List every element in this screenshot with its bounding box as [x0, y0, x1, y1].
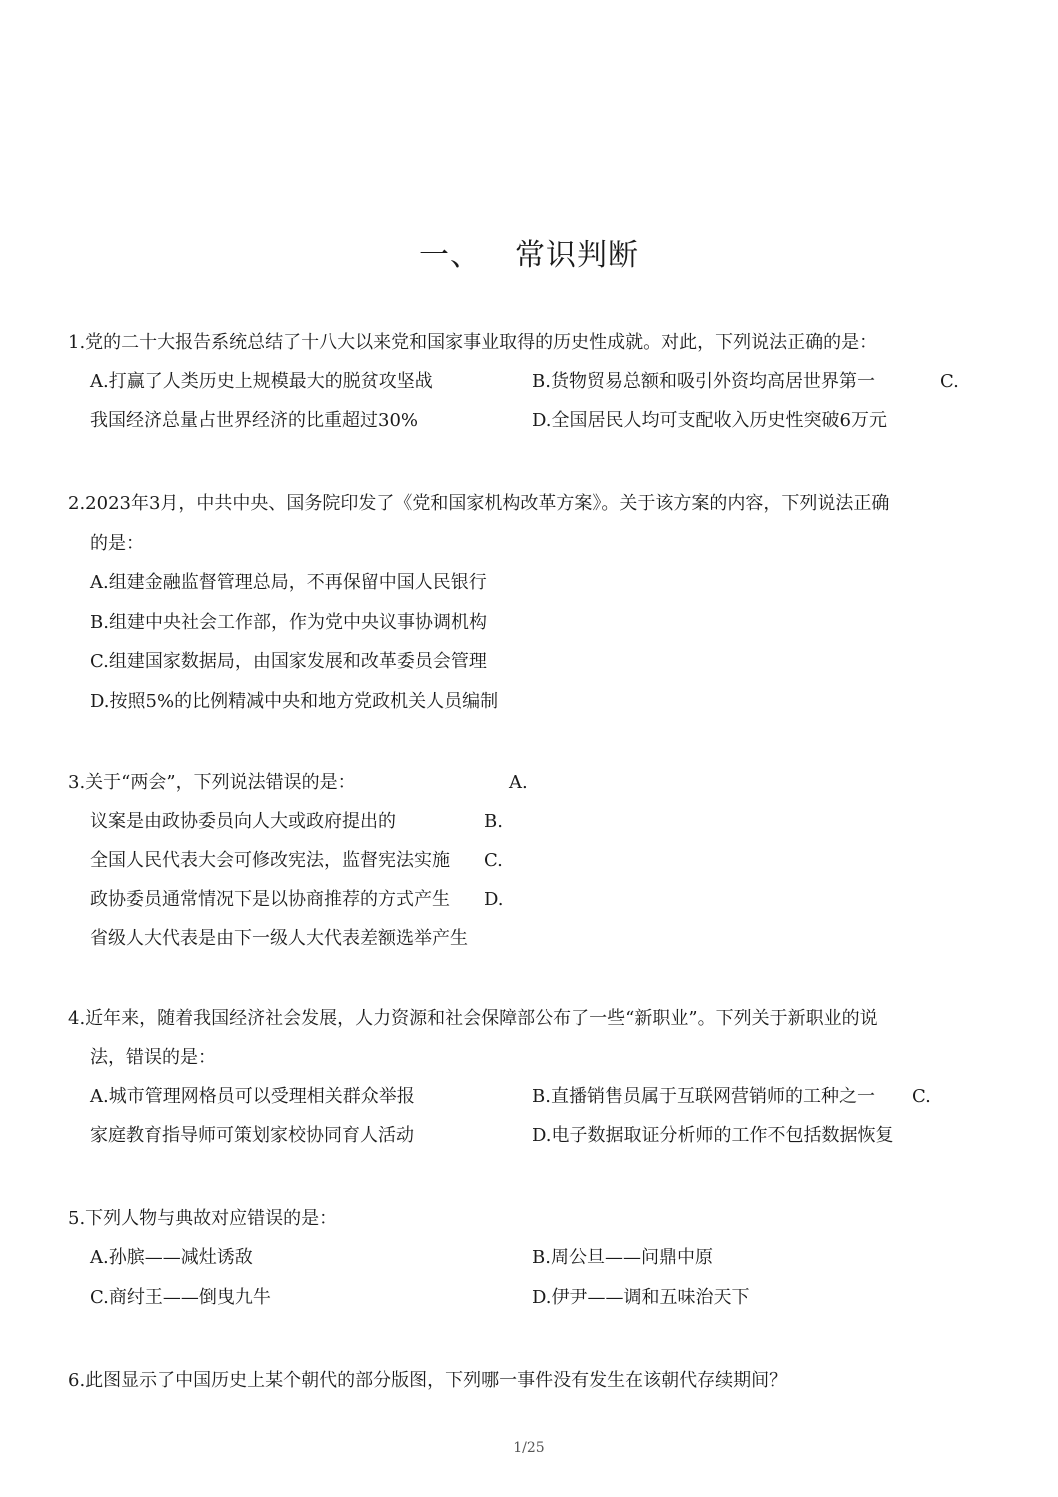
q2-stem-line2: 的是： — [90, 533, 144, 554]
q1-option-a: A.打赢了人类历史上规模最大的脱贫攻坚战 — [90, 371, 433, 392]
q3-option-c-text: 政协委员通常情况下是以协商推荐的方式产生 — [90, 889, 450, 910]
section-title: 常识判断 — [515, 238, 639, 273]
q3-option-b-label: B. — [484, 811, 503, 832]
q2-option-b: B.组建中央社会工作部，作为党中央议事协调机构 — [90, 612, 487, 633]
q3-option-a-label: A. — [509, 772, 528, 793]
q2-option-c: C.组建国家数据局，由国家发展和改革委员会管理 — [90, 651, 487, 672]
q5-option-d: D.伊尹——调和五味治天下 — [532, 1287, 750, 1308]
q5-option-b: B.周公旦——问鼎中原 — [532, 1247, 713, 1268]
q4-option-a: A.城市管理网格员可以受理相关群众举报 — [90, 1086, 415, 1107]
q2-stem-line1: 2.2023年3月，中共中央、国务院印发了《党和国家机构改革方案》。关于该方案的内容，下列说法正确 — [68, 493, 890, 514]
section-heading — [0, 230, 1058, 274]
q3-option-d-label: D. — [484, 889, 504, 910]
q3-option-b-text: 全国人民代表大会可修改宪法，监督宪法实施 — [90, 850, 450, 871]
q4-option-c-text: 家庭教育指导师可策划家校协同育人活动 — [90, 1125, 414, 1146]
q3-option-d-text: 省级人大代表是由下一级人大代表差额选举产生 — [90, 928, 468, 949]
q3-option-a-text: 议案是由政协委员向人大或政府提出的 — [90, 811, 396, 832]
q2-option-a: A.组建金融监督管理总局，不再保留中国人民银行 — [90, 572, 487, 593]
page-number: 1/25 — [513, 1440, 545, 1456]
q5-stem: 5.下列人物与典故对应错误的是： — [68, 1208, 338, 1229]
q1-option-d: D.全国居民人均可支配收入历史性突破6万元 — [532, 410, 887, 431]
q5-option-c: C.商纣王——倒曳九牛 — [90, 1287, 271, 1308]
q4-option-c-label: C. — [912, 1086, 931, 1107]
q3-option-c-label: C. — [484, 850, 503, 871]
q1-option-b: B.货物贸易总额和吸引外资均高居世界第一 — [532, 371, 875, 392]
q1-option-c-text: 我国经济总量占世界经济的比重超过30% — [90, 410, 419, 431]
section-number: 一、 — [419, 238, 481, 273]
q3-stem: 3.关于“两会”，下列说法错误的是： — [68, 772, 356, 793]
q1-stem: 1.党的二十大报告系统总结了十八大以来党和国家事业取得的历史性成就。对此，下列说法正确的是： — [68, 332, 878, 353]
q2-option-d: D.按照5%的比例精减中央和地方党政机关人员编制 — [90, 691, 499, 712]
q1-option-c-label: C. — [940, 371, 959, 392]
q4-option-d: D.电子数据取证分析师的工作不包括数据恢复 — [532, 1125, 894, 1146]
q4-option-b: B.直播销售员属于互联网营销师的工种之一 — [532, 1086, 875, 1107]
q4-stem-line1: 4.近年来，随着我国经济社会发展，人力资源和社会保障部公布了一些“新职业”。下列关于新职业的说 — [68, 1008, 878, 1029]
q4-stem-line2: 法，错误的是： — [90, 1047, 216, 1068]
q6-stem: 6.此图显示了中国历史上某个朝代的部分版图，下列哪一事件没有发生在该朝代存续期间？ — [68, 1370, 788, 1391]
q5-option-a: A.孙膑——减灶诱敌 — [90, 1247, 253, 1268]
